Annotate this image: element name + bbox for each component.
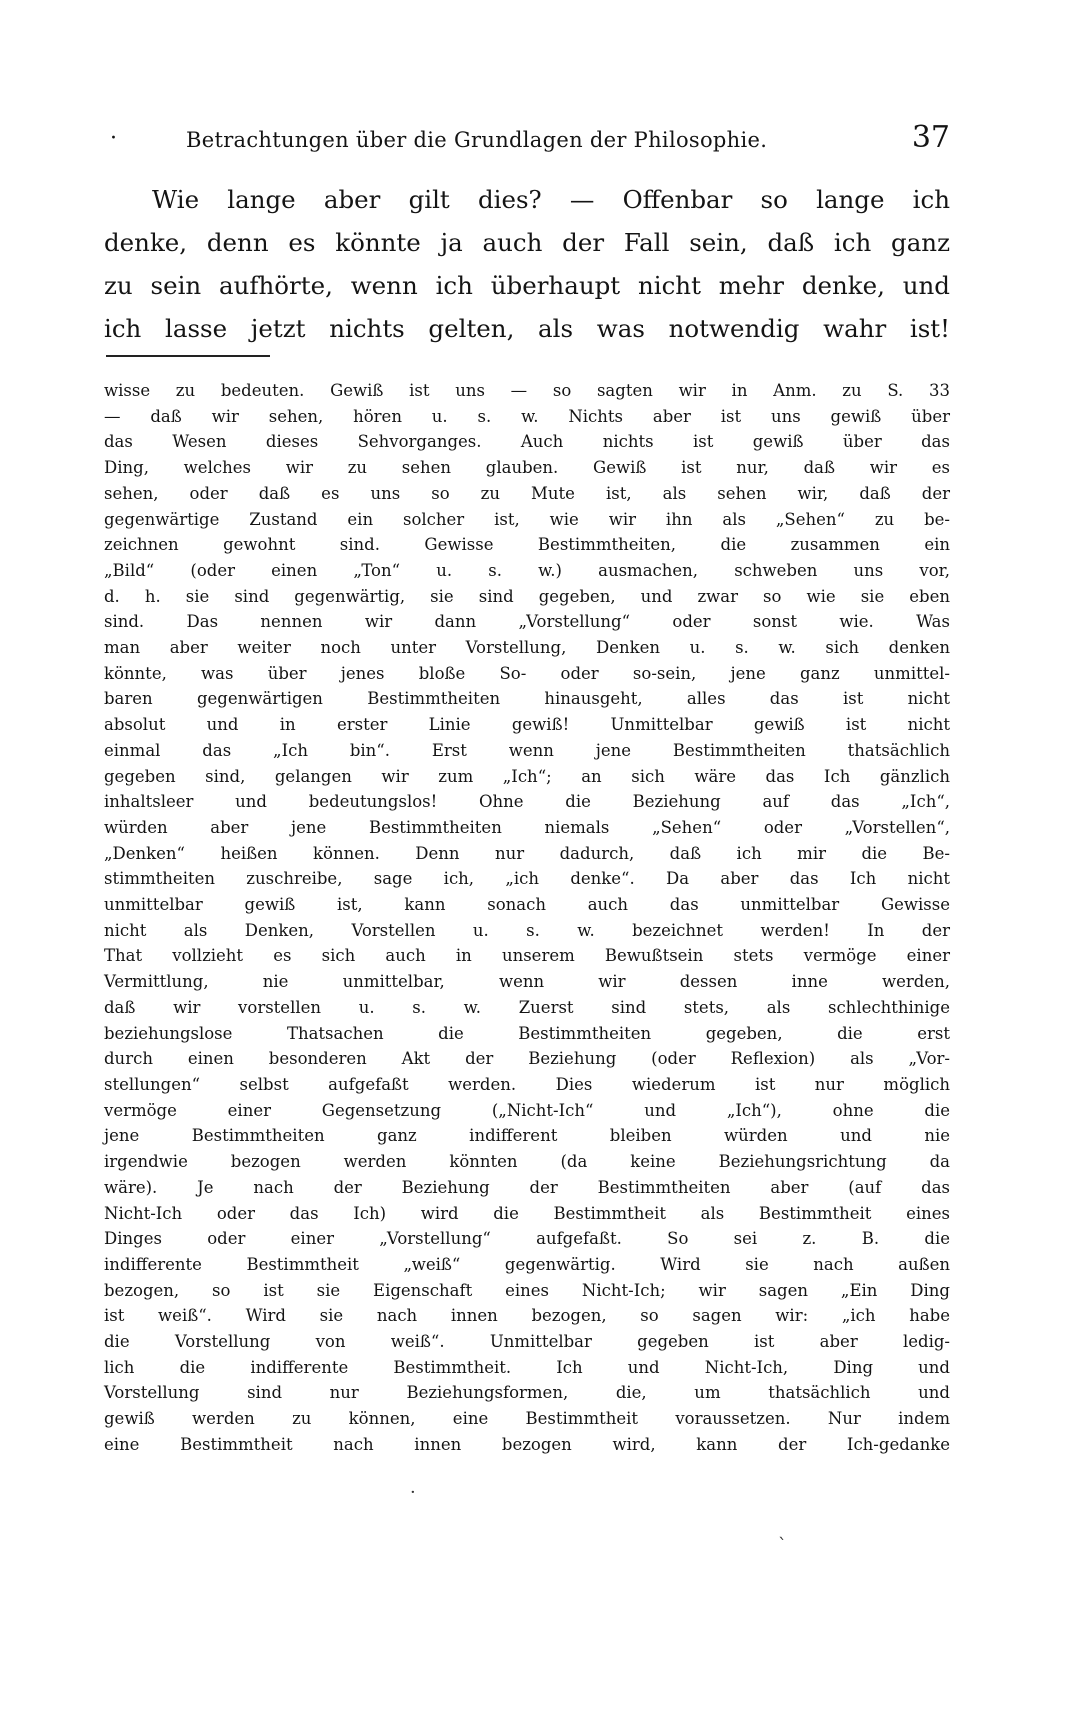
footnote-line: könnte, was über jenes bloße So- oder so-sein, jene ganz unmittel-	[104, 663, 950, 683]
footnote	[104, 378, 950, 1458]
footnote-line: — daß wir sehen, hören u. s. w. Nichts aber ist uns gewiß über	[104, 406, 950, 426]
footnote-line: nicht als Denken, Vorstellen u. s. w. bezeichnet werden! In der	[104, 920, 950, 940]
footnote-line: wäre). Je nach der Beziehung der Bestimmtheiten aber (auf das	[104, 1177, 950, 1197]
footnote-line: Vorstellung sind nur Beziehungsformen, die, um thatsächlich und	[104, 1383, 950, 1403]
page-header	[104, 120, 950, 160]
footnote-line: Dinges oder einer „Vorstellung“ aufgefaßt. So sei z. B. die	[104, 1229, 950, 1249]
footnote-line: sind. Das nennen wir dann „Vorstellung“ oder sonst wie. Was	[104, 612, 950, 632]
footnote-line: ist weiß“. Wird sie nach innen bezogen, so sagen wir: „ich habe	[104, 1306, 950, 1326]
running-head: Betrachtungen über die Grundlagen der Philosophie.	[186, 128, 768, 152]
footnote-line: das Wesen dieses Sehvorganges. Auch nichts ist gewiß über das	[104, 432, 950, 452]
bottom-mark-right: `	[778, 1535, 787, 1556]
footnote-line: baren gegenwärtigen Bestimmtheiten hinausgeht, alles das ist nicht	[104, 689, 950, 709]
footnote-line: durch einen besonderen Akt der Beziehung (oder Reflexion) als „Vor-	[104, 1049, 950, 1069]
footnote-line: Nicht-Ich oder das Ich) wird die Bestimmtheit als Bestimmtheit eines	[104, 1203, 950, 1223]
footnote-line: würden aber jene Bestimmtheiten niemals „Sehen“ oder „Vorstellen“,	[104, 817, 950, 837]
footnote-line: That vollzieht es sich auch in unserem Bewußtsein stets vermöge einer	[104, 946, 950, 966]
footnote-line: Ding, welches wir zu sehen glauben. Gewiß ist nur, daß wir es	[104, 458, 950, 478]
footnote-line: gegeben sind, gelangen wir zum „Ich“; an sich wäre das Ich gänzlich	[104, 766, 950, 786]
main-line: ich lasse jetzt nichts gelten, als was notwendig wahr ist!	[104, 314, 950, 343]
footnote-line: gegenwärtige Zustand ein solcher ist, wie wir ihn als „Sehen“ zu be-	[104, 509, 950, 529]
footnote-line: inhaltsleer und bedeutungslos! Ohne die Beziehung auf das „Ich“,	[104, 792, 950, 812]
footnote-line: absolut und in erster Linie gewiß! Unmittelbar gewiß ist nicht	[104, 715, 950, 735]
footnote-line: indifferente Bestimmtheit „weiß“ gegenwärtig. Wird sie nach außen	[104, 1254, 950, 1274]
footnote-line: bezogen, so ist sie Eigenschaft eines Nicht-Ich; wir sagen „Ein Ding	[104, 1280, 950, 1300]
footnote-line: unmittelbar gewiß ist, kann sonach auch das unmittelbar Gewisse	[104, 895, 950, 915]
footnote-line: Vermittlung, nie unmittelbar, wenn wir dessen inne werden,	[104, 972, 950, 992]
footnote-line: d. h. sie sind gegenwärtig, sie sind gegeben, und zwar so wie sie eben	[104, 586, 950, 606]
footnote-line: vermöge einer Gegensetzung („Nicht-Ich“ und „Ich“), ohne die	[104, 1100, 950, 1120]
footnote-line: wisse zu bedeuten. Gewiß ist uns — so sagten wir in Anm. zu S. 33	[104, 381, 950, 400]
footnote-line: sehen, oder daß es uns so zu Mute ist, als sehen wir, daß der	[104, 483, 950, 503]
footnote-line: zeichnen gewohnt sind. Gewisse Bestimmtheiten, die zusammen ein	[104, 535, 950, 555]
footnote-line: „Bild“ (oder einen „Ton“ u. s. w.) ausmachen, schweben uns vor,	[104, 560, 950, 580]
footnote-line: daß wir vorstellen u. s. w. Zuerst sind stets, als schlechthinige	[104, 997, 950, 1017]
footnote-line: stellungen“ selbst aufgefaßt werden. Dies wiederum ist nur möglich	[104, 1074, 950, 1094]
footnote-line: irgendwie bezogen werden könnten (da keine Beziehungsrichtung da	[104, 1152, 950, 1172]
footnote-line: eine Bestimmtheit nach innen bezogen wird, kann der Ich-gedanke	[104, 1434, 950, 1454]
main-line: zu sein aufhörte, wenn ich überhaupt nicht mehr denke, und	[104, 271, 950, 300]
footnote-line: lich die indifferente Bestimmtheit. Ich und Nicht-Ich, Ding und	[104, 1357, 950, 1377]
header-dot: ·	[110, 126, 117, 151]
footnote-line: gewiß werden zu können, eine Bestimmtheit voraussetzen. Nur indem	[104, 1409, 950, 1429]
main-paragraph	[104, 178, 950, 350]
footnote-rule	[106, 355, 270, 357]
footnote-line: die Vorstellung von weiß“. Unmittelbar gegeben ist aber ledig-	[104, 1332, 950, 1352]
bottom-mark-left: ·	[410, 1482, 416, 1503]
page-number: 37	[911, 120, 950, 155]
footnote-line: jene Bestimmtheiten ganz indifferent bleiben würden und nie	[104, 1126, 950, 1146]
footnote-line: „Denken“ heißen können. Denn nur dadurch, daß ich mir die Be-	[104, 843, 950, 863]
footnote-line: stimmtheiten zuschreibe, sage ich, „ich denke“. Da aber das Ich nicht	[104, 869, 950, 889]
main-line: denke, denn es könnte ja auch der Fall sein, daß ich ganz	[104, 228, 950, 257]
footnote-line: beziehungslose Thatsachen die Bestimmtheiten gegeben, die erst	[104, 1023, 950, 1043]
footnote-line: man aber weiter noch unter Vorstellung, Denken u. s. w. sich denken	[104, 638, 950, 658]
footnote-line: einmal das „Ich bin“. Erst wenn jene Bestimmtheiten thatsächlich	[104, 740, 950, 760]
main-line: Wie lange aber gilt dies? — Offenbar so lange ich	[152, 185, 950, 214]
